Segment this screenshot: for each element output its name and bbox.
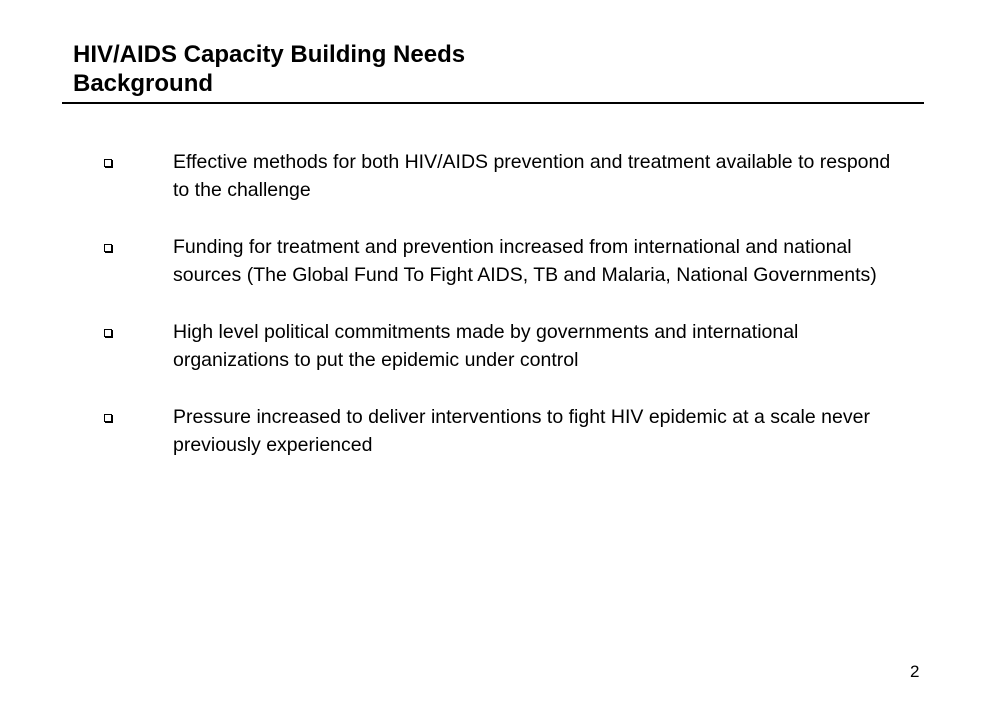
bullet-item xyxy=(104,148,904,204)
bullet-text: Funding for treatment and prevention increased from international and national sources (The Global Fund To Fight AIDS, TB and Malaria, National Governments) xyxy=(173,236,877,286)
bullet-text: Pressure increased to deliver interventions to fight HIV epidemic at a scale never previously experienced xyxy=(173,406,870,456)
square-bullet-icon xyxy=(104,329,112,337)
square-bullet-icon xyxy=(104,414,112,422)
bullet-list xyxy=(104,148,904,488)
title-line-2: Background xyxy=(73,70,214,97)
square-bullet-icon xyxy=(104,159,112,167)
bullet-item xyxy=(104,318,904,374)
bullet-text: Effective methods for both HIV/AIDS prevention and treatment available to respond to the challenge xyxy=(173,151,891,201)
slide-title xyxy=(73,40,923,98)
bullet-text: High level political commitments made by governments and international organizations to put the epidemic under control xyxy=(173,321,799,371)
square-bullet-icon xyxy=(104,244,112,252)
bullet-item xyxy=(104,233,904,289)
bullet-item xyxy=(104,403,904,459)
title-line-1: HIV/AIDS Capacity Building Needs xyxy=(73,41,466,68)
title-divider xyxy=(62,102,924,104)
page-number: 2 xyxy=(910,662,920,681)
